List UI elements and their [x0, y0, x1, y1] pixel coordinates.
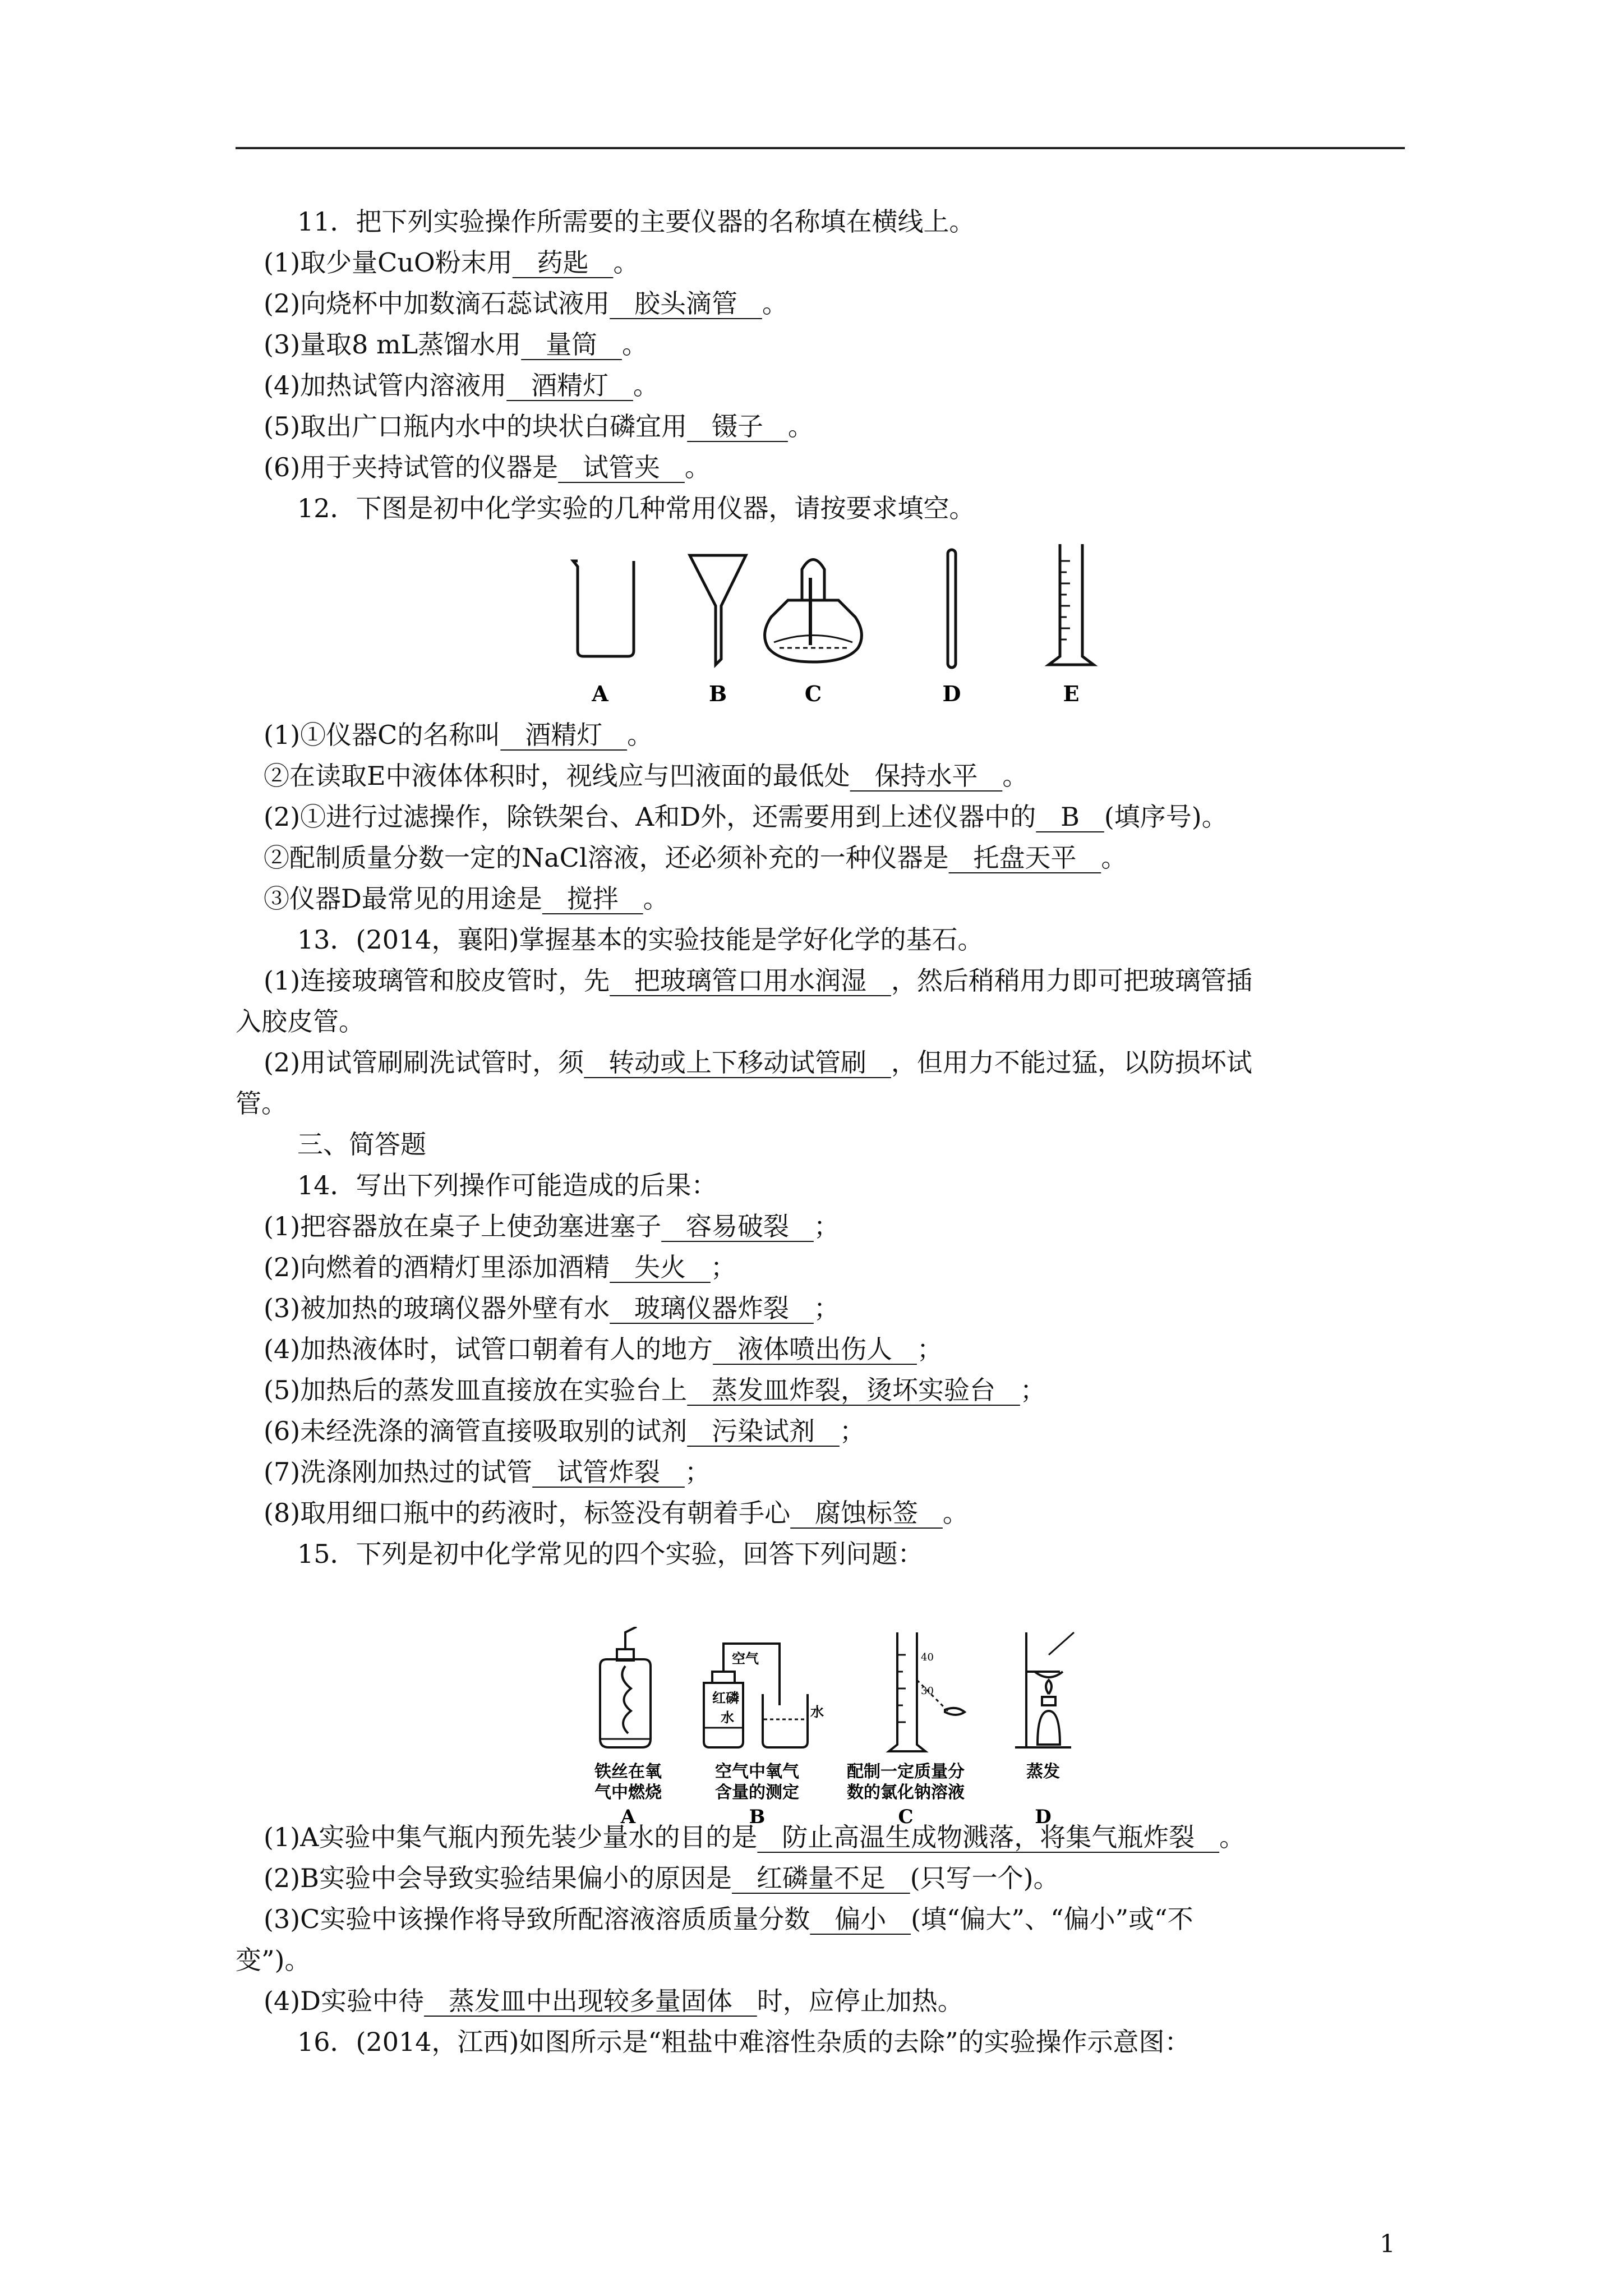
- answer-blank: 镊子: [687, 411, 788, 441]
- answer-blank: 试管夹: [558, 452, 685, 482]
- fig-caption-b1: 空气中氧气: [715, 1762, 799, 1782]
- q12-stem: 12．下图是初中化学实验的几种常用仪器，请按要求填空。: [297, 493, 975, 523]
- answer-blank: 污染试剂: [687, 1416, 840, 1446]
- fig-caption-a2: 气中燃烧: [594, 1783, 662, 1802]
- q11-item-3: (3)量取8 mL蒸馏水用 量筒 。: [264, 329, 648, 360]
- fig-label-air: 空气: [732, 1650, 759, 1667]
- fig-caption-a1: 铁丝在氧: [594, 1762, 662, 1782]
- q15-stem: 15．下列是初中化学常见的四个实验，回答下列问题：: [297, 1539, 924, 1569]
- fig-label-water-1: 水: [721, 1709, 734, 1726]
- fig-label-b: B: [708, 681, 727, 706]
- q13-stem: 13．(2014，襄阳)掌握基本的实验技能是学好化学的基石。: [297, 924, 984, 955]
- q14-item-1: (1)把容器放在桌子上使劲塞进塞子 容易破裂 ；: [264, 1211, 840, 1241]
- answer-blank: 药匙: [512, 247, 614, 278]
- q11-item-2: (2)向烧杯中加数滴石蕊试液用 胶头滴管 。: [264, 288, 788, 319]
- q14-stem: 14．写出下列操作可能造成的后果：: [297, 1170, 717, 1200]
- gas-jar-iron-wire-icon: [600, 1627, 651, 1747]
- answer-blank: 量筒: [521, 329, 622, 360]
- fig-letter-c: C: [898, 1806, 914, 1828]
- q11-item-1: (1)取少量CuO粉末用 药匙 。: [264, 247, 639, 278]
- funnel-icon: [690, 555, 746, 665]
- glass-rod-icon: [948, 550, 956, 668]
- answer-blank: 液体喷出伤人: [713, 1334, 917, 1364]
- answer-blank: 防止高温生成物溅落，将集气瓶炸裂: [757, 1822, 1220, 1852]
- fig-caption-b2: 含量的测定: [715, 1783, 799, 1802]
- q15-item-4: (4)D实验中待 蒸发皿中出现较多量固体 时，应停止加热。: [264, 1986, 963, 2016]
- q11-item-5: (5)取出广口瓶内水中的块状白磷宜用 镊子 。: [264, 411, 814, 441]
- q13-item-1: (1)连接玻璃管和胶皮管时，先 把玻璃管口用水润湿 ，然后稍稍用力即可把玻璃管插: [264, 965, 1252, 996]
- q11-item-4: (4)加热试管内溶液用 酒精灯 。: [264, 370, 659, 401]
- answer-blank: 保持水平: [850, 761, 1003, 791]
- fig-caption-c1: 配制一定质量分: [847, 1762, 965, 1782]
- q14-item-7: (7)洗涤刚加热过的试管 试管炸裂 ；: [264, 1457, 711, 1487]
- fig-label-a: A: [592, 681, 608, 706]
- answer-blank: 玻璃仪器炸裂: [610, 1293, 814, 1323]
- alcohol-lamp-icon: [765, 560, 862, 662]
- fig-label-water-2: 水: [810, 1704, 824, 1720]
- fig-label-d: D: [942, 681, 961, 706]
- answer-blank: 红磷量不足: [731, 1863, 910, 1893]
- fig-tick-30: 30: [921, 1685, 934, 1697]
- q15-item-3-cont: 变”)。: [236, 1945, 311, 1975]
- q13-item-2-cont: 管。: [236, 1088, 287, 1119]
- q11-stem: 11．把下列实验操作所需要的主要仪器的名称填在横线上。: [297, 206, 975, 237]
- q14-item-6: (6)未经洗涤的滴管直接吸取别的试剂 污染试剂 ；: [264, 1416, 865, 1446]
- answer-blank: 蒸发皿炸裂，烫坏实验台: [687, 1375, 1020, 1405]
- fig-label-red-phosphorus: 红磷: [712, 1690, 739, 1706]
- q12-item-3: (2)①进行过滤操作，除铁架台、A和D外，还需要用到上述仪器中的 B (填序号)。: [264, 802, 1228, 832]
- answer-blank: 试管炸裂: [532, 1457, 685, 1487]
- lab-instruments-figure: [555, 539, 1116, 707]
- q14-item-5: (5)加热后的蒸发皿直接放在实验台上 蒸发皿炸裂，烫坏实验台 ；: [264, 1375, 1046, 1405]
- answer-blank: 失火: [610, 1252, 711, 1282]
- q12-item-5: ③仪器D最常见的用途是 搅拌 。: [264, 884, 669, 914]
- graduated-cylinder-icon: [1049, 544, 1094, 665]
- q14-item-3: (3)被加热的玻璃仪器外壁有水 玻璃仪器炸裂 ；: [264, 1293, 840, 1323]
- fig-letter-a: A: [620, 1806, 636, 1828]
- q12-item-1: (1)①仪器C的名称叫 酒精灯 。: [264, 720, 653, 750]
- q14-item-4: (4)加热液体时，试管口朝着有人的地方 液体喷出伤人 ；: [264, 1334, 943, 1364]
- fig-caption-d1: 蒸发: [1026, 1762, 1060, 1782]
- answer-blank: 容易破裂: [661, 1211, 814, 1241]
- fig-letter-b: B: [749, 1806, 766, 1828]
- fig-caption-c2: 数的氯化钠溶液: [847, 1783, 965, 1802]
- q16-stem: 16．(2014，江西)如图所示是“粗盐中难溶性杂质的去除”的实验操作示意图：: [297, 2027, 1191, 2057]
- fig-tick-40: 40: [921, 1651, 934, 1663]
- page-number: 1: [1380, 2230, 1395, 2258]
- q15-item-1: (1)A实验中集气瓶内预先装少量水的目的是 防止高温生成物溅落，将集气瓶炸裂 。: [264, 1822, 1246, 1852]
- beaker-icon: [573, 561, 634, 656]
- answer-blank: 蒸发皿中出现较多量固体: [424, 1986, 757, 2016]
- q12-item-2: ②在读取E中液体体积时，视线应与凹液面的最低处 保持水平 。: [264, 761, 1029, 791]
- q14-item-2: (2)向燃着的酒精灯里添加酒精 失火 ；: [264, 1252, 736, 1282]
- q13-item-2: (2)用试管刷刷洗试管时，须 转动或上下移动试管刷 ，但用力不能过猛，以防损坏试: [264, 1047, 1252, 1078]
- section-heading: 三、简答题: [297, 1129, 426, 1159]
- q13-item-1-cont: 入胶皮管。: [236, 1006, 365, 1037]
- answer-blank: 托盘天平: [948, 843, 1101, 873]
- q14-item-8: (8)取用细口瓶中的药液时，标签没有朝着手心 腐蚀标签 。: [264, 1498, 969, 1528]
- answer-blank: 酒精灯: [500, 720, 628, 750]
- answer-blank: 把玻璃管口用水润湿: [610, 965, 891, 996]
- q15-item-2: (2)B实验中会导致实验结果偏小的原因是 红磷量不足 (只写一个)。: [264, 1863, 1059, 1893]
- evaporation-apparatus-icon: [1015, 1632, 1074, 1747]
- answer-blank: 搅拌: [542, 884, 643, 914]
- answer-blank: 偏小: [810, 1904, 911, 1934]
- fig-label-e: E: [1063, 681, 1080, 706]
- q11-item-6: (6)用于夹持试管的仪器是 试管夹 。: [264, 452, 711, 482]
- header-rule: [236, 147, 1405, 149]
- q12-item-4: ②配制质量分数一定的NaCl溶液，还必须补充的一种仪器是 托盘天平 。: [264, 843, 1127, 873]
- q15-item-3: (3)C实验中该操作将导致所配溶液溶质质量分数 偏小 (填“偏大”、“偏小”或“不: [264, 1904, 1193, 1934]
- fig-letter-d: D: [1035, 1806, 1052, 1828]
- fig-label-c: C: [804, 681, 822, 706]
- answer-blank: 转动或上下移动试管刷: [584, 1047, 891, 1078]
- answer-blank: B: [1036, 802, 1104, 832]
- answer-blank: 胶头滴管: [610, 288, 762, 319]
- answer-blank: 酒精灯: [506, 370, 633, 401]
- answer-blank: 腐蚀标签: [790, 1498, 943, 1528]
